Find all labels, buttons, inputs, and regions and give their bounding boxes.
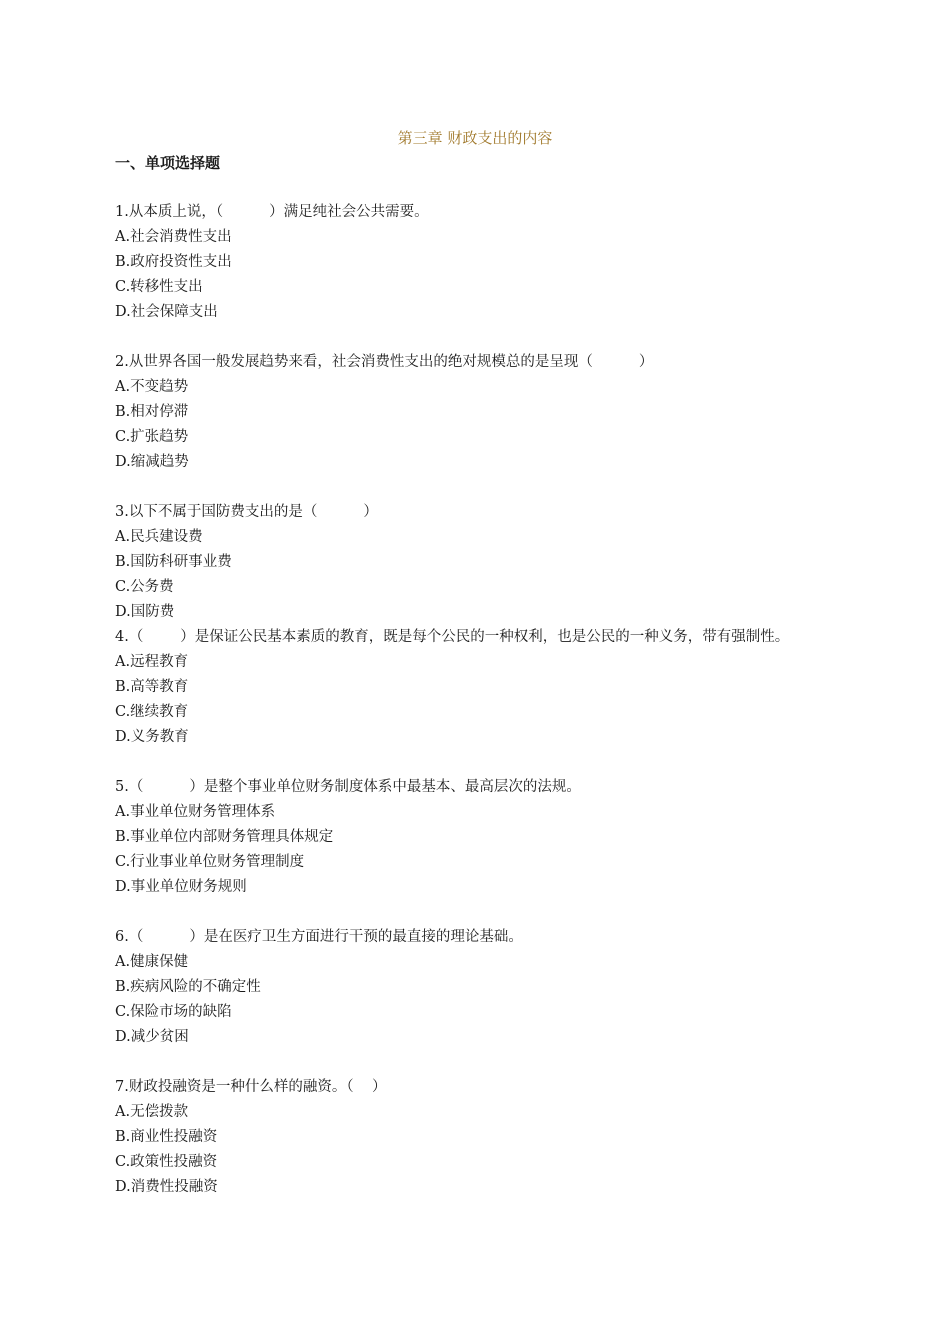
option-b: B.相对停滞 [115, 404, 189, 420]
question-2 [115, 350, 833, 475]
question-4 [115, 625, 833, 750]
option-a: A.事业单位财务管理体系 [115, 804, 276, 820]
option-b: B.国防科研事业费 [115, 554, 232, 570]
option-a: A.不变趋势 [115, 379, 189, 395]
question-stem: 6.（ ）是在医疗卫生方面进行干预的最直接的理论基础。 [115, 929, 523, 945]
option-d: D.国防费 [115, 604, 175, 620]
question-stem: 1.从本质上说，（ ）满足纯社会公共需要。 [115, 204, 429, 220]
question-7 [115, 1075, 833, 1200]
option-d: D.消费性投融资 [115, 1179, 218, 1195]
option-a: A.民兵建设费 [115, 529, 203, 545]
question-3 [115, 500, 833, 625]
option-a: A.社会消费性支出 [115, 229, 232, 245]
option-d: D.事业单位财务规则 [115, 879, 247, 895]
option-a: A.无偿拨款 [115, 1104, 189, 1120]
option-b: B.政府投资性支出 [115, 254, 232, 270]
option-b: B.事业单位内部财务管理具体规定 [115, 829, 334, 845]
option-a: A.远程教育 [115, 654, 189, 670]
option-d: D.社会保障支出 [115, 304, 218, 320]
question-stem: 7.财政投融资是一种什么样的融资。（ ） [115, 1079, 387, 1095]
option-c: C.政策性投融资 [115, 1154, 218, 1170]
option-c: C.转移性支出 [115, 279, 203, 295]
question-stem: 5.（ ）是整个事业单位财务制度体系中最基本、最高层次的法规。 [115, 779, 581, 795]
chapter-title: 第三章 财政支出的内容 [397, 129, 553, 147]
option-c: C.扩张趋势 [115, 429, 189, 445]
section-heading: 一、单项选择题 [115, 154, 221, 172]
option-d: D.义务教育 [115, 729, 189, 745]
option-a: A.健康保健 [115, 954, 189, 970]
question-5 [115, 775, 833, 900]
option-c: C.继续教育 [115, 704, 189, 720]
option-b: B.疾病风险的不确定性 [115, 979, 261, 995]
option-d: D.缩减趋势 [115, 454, 189, 470]
option-c: C.行业事业单位财务管理制度 [115, 854, 305, 870]
option-c: C.保险市场的缺陷 [115, 1004, 232, 1020]
option-b: B.高等教育 [115, 679, 189, 695]
option-d: D.减少贫困 [115, 1029, 189, 1045]
question-stem: 2.从世界各国一般发展趋势来看，社会消费性支出的绝对规模总的是呈现（ ） [115, 354, 654, 370]
question-stem: 3.以下不属于国防费支出的是（ ） [115, 504, 378, 520]
question-6 [115, 925, 833, 1050]
question-stem: 4.（ ）是保证公民基本素质的教育，既是每个公民的一种权利，也是公民的一种义务，带有强制性。 [115, 629, 790, 645]
option-c: C.公务费 [115, 579, 174, 595]
question-list [115, 200, 833, 1200]
question-1 [115, 200, 833, 325]
option-b: B.商业性投融资 [115, 1129, 218, 1145]
